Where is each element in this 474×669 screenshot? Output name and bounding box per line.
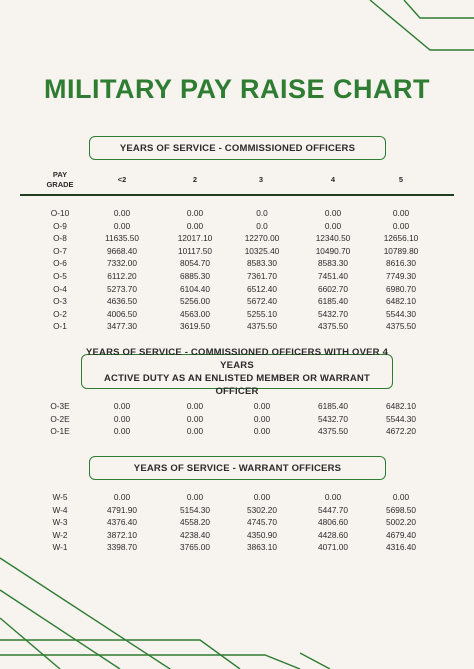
pay-value-cell: 5698.50	[386, 504, 416, 515]
pay-value-cell: 5302.20	[247, 504, 277, 515]
pay-value-cell: 6512.40	[247, 283, 277, 294]
pay-value-cell: 0.00	[324, 492, 342, 502]
pay-value-cell: 6482.10	[386, 401, 416, 411]
pay-grade-cell: O-7	[53, 245, 67, 256]
pay-value-cell: 5002.20	[386, 517, 416, 528]
pay-value-cell: 4791.90	[107, 504, 137, 515]
pay-value-cell: 3398.70	[107, 542, 137, 553]
pay-value-cell: 3863.10	[247, 542, 277, 553]
pay-value-cell: 0.00	[113, 492, 131, 502]
pay-value-cell: 5544.30	[386, 413, 416, 424]
pay-value-cell: 5273.70	[107, 283, 137, 294]
pay-grade-cell: W-4	[52, 504, 68, 515]
pay-value-cell: 4375.50	[247, 321, 277, 332]
pay-value-cell: 0.00	[392, 492, 410, 502]
pay-value-cell: 0.00	[186, 401, 204, 411]
pay-value-cell: 5255.10	[247, 308, 277, 319]
pay-value-cell: 4672.20	[386, 426, 416, 437]
pay-value-cell: 0.00	[253, 492, 271, 502]
pay-value-cell: 0.00	[392, 220, 410, 231]
pay-value-cell: 6104.40	[180, 283, 210, 294]
pay-value-cell: 0.00	[392, 208, 410, 218]
pay-value-cell: 3619.50	[180, 321, 210, 332]
pay-grade-cell: W-1	[52, 542, 68, 553]
pay-value-cell: 0.00	[253, 413, 271, 424]
pay-value-cell: 5544.30	[386, 308, 416, 319]
pay-value-cell: 4806.60	[318, 517, 348, 528]
pay-value-cell: 5432.70	[318, 413, 348, 424]
pay-value-cell: 12017.10	[177, 233, 213, 244]
section-header-commissioned-label: YEARS OF SERVICE - COMMISSIONED OFFICERS	[119, 142, 356, 154]
pay-value-cell: 4563.00	[180, 308, 210, 319]
pay-value-cell: 4679.40	[386, 529, 416, 540]
pay-value-cell: 12656.10	[383, 233, 419, 244]
pay-value-cell: 6185.40	[318, 401, 348, 411]
pay-value-cell: 11635.50	[105, 233, 139, 244]
pay-value-cell: 4350.90	[247, 529, 277, 540]
pay-value-cell: 5154.30	[180, 504, 210, 515]
pay-value-cell: 0.00	[186, 220, 204, 231]
pay-grade-cell: W-3	[52, 517, 68, 528]
pay-value-cell: 0.00	[186, 413, 204, 424]
pay-value-cell: 6980.70	[386, 283, 416, 294]
pay-value-cell: 0.00	[186, 426, 204, 437]
pay-value-cell: 0.00	[253, 401, 271, 411]
pay-value-cell: 4238.40	[180, 529, 210, 540]
pay-value-cell: 0.00	[113, 220, 131, 231]
pay-grade-header-line1: PAY	[52, 170, 68, 179]
header-divider	[20, 194, 454, 196]
pay-value-cell: 0.00	[186, 208, 204, 218]
pay-value-cell: 4636.50	[107, 296, 137, 307]
pay-value-cell: 0.0	[256, 208, 268, 218]
pay-value-cell: 7361.70	[247, 271, 277, 281]
pay-grade-cell: O-8	[53, 233, 67, 244]
pay-value-cell: 0.00	[324, 208, 342, 218]
year-header-4: 4	[330, 175, 336, 184]
pay-grade-cell: O-2E	[50, 413, 70, 424]
pay-value-cell: 5256.00	[180, 296, 210, 307]
pay-grade-cell: O-1E	[50, 426, 70, 437]
pay-value-cell: 5447.70	[318, 504, 348, 515]
pay-value-cell: 8583.30	[318, 258, 348, 269]
pay-value-cell: 12340.50	[315, 233, 351, 244]
pay-value-cell: 4071.00	[318, 542, 348, 553]
pay-value-cell: 10117.50	[178, 245, 212, 256]
pay-value-cell: 6112.20	[107, 271, 137, 281]
pay-value-cell: 10325.40	[244, 245, 280, 256]
pay-value-cell: 8616.30	[386, 258, 416, 269]
pay-value-cell: 4428.60	[318, 529, 348, 540]
section-header-warrant-label: YEARS OF SERVICE - WARRANT OFFICERS	[133, 462, 342, 474]
pay-value-cell: 8583.30	[247, 258, 277, 269]
pay-value-cell: 4316.40	[386, 542, 416, 553]
pay-value-cell: 10490.70	[315, 245, 351, 256]
pay-value-cell: 6602.70	[318, 283, 348, 294]
pay-value-cell: 0.00	[113, 426, 131, 437]
pay-value-cell: 0.00	[113, 401, 131, 411]
section-header-warrant	[89, 456, 386, 480]
pay-value-cell: 6482.10	[386, 296, 416, 307]
year-header-1: <2	[117, 175, 127, 184]
pay-value-cell: 5672.40	[247, 296, 277, 307]
pay-value-cell: 0.00	[113, 208, 131, 218]
pay-value-cell: 7749.30	[386, 271, 416, 281]
pay-value-cell: 6885.30	[180, 271, 210, 281]
pay-grade-cell: O-1	[53, 321, 67, 332]
pay-value-cell: 4376.40	[107, 517, 137, 528]
pay-grade-cell: O-5	[53, 271, 67, 281]
year-header-5: 5	[398, 175, 404, 184]
pay-value-cell: 10789.80	[383, 245, 419, 256]
pay-grade-header-line2: GRADE	[46, 180, 74, 189]
year-header-2: 2	[192, 175, 198, 184]
pay-value-cell: 3477.30	[107, 321, 137, 332]
pay-value-cell: 3872.10	[107, 529, 137, 540]
pay-grade-cell: O-9	[53, 220, 67, 231]
pay-value-cell: 4006.50	[107, 308, 137, 319]
pay-value-cell: 0.0	[256, 220, 268, 231]
section-header-commissioned-enlisted-line2: ACTIVE DUTY AS AN ENLISTED MEMBER OR WARRANT OFFICER	[103, 372, 370, 397]
year-header-3: 3	[258, 175, 264, 184]
pay-value-cell: 0.00	[253, 426, 271, 437]
pay-value-cell: 7451.40	[318, 271, 348, 281]
pay-value-cell: 4558.20	[180, 517, 210, 528]
pay-value-cell: 9668.40	[107, 245, 137, 256]
pay-value-cell: 7332.00	[107, 258, 137, 269]
pay-value-cell: 4375.50	[386, 321, 416, 332]
pay-value-cell: 5432.70	[318, 308, 348, 319]
pay-value-cell: 12270.00	[244, 233, 280, 244]
pay-value-cell: 4375.50	[318, 426, 348, 437]
section-header-commissioned-enlisted-line1: YEARS OF SERVICE - COMMISSIONED OFFICERS WITH OVER 4 YEARS	[85, 346, 389, 371]
pay-value-cell: 0.00	[186, 492, 204, 502]
pay-grade-header	[36, 170, 84, 190]
pay-value-cell: 4745.70	[247, 517, 277, 528]
page-title: MILITARY PAY RAISE CHART	[43, 74, 431, 104]
pay-value-cell: 8054.70	[180, 258, 210, 269]
section-header-commissioned-enlisted	[81, 346, 393, 397]
pay-grade-cell: W-5	[52, 492, 68, 502]
pay-value-cell: 3765.00	[180, 542, 210, 553]
pay-value-cell: 0.00	[324, 220, 342, 231]
pay-value-cell: 0.00	[113, 413, 131, 424]
pay-grade-cell: O-3	[53, 296, 67, 307]
pay-value-cell: 6185.40	[318, 296, 348, 307]
pay-value-cell: 4375.50	[318, 321, 348, 332]
pay-grade-cell: O-4	[53, 283, 67, 294]
pay-grade-cell: O-3E	[50, 401, 70, 411]
pay-grade-cell: O-10	[50, 208, 70, 218]
pay-grade-cell: O-6	[53, 258, 67, 269]
section-header-commissioned	[89, 136, 386, 160]
pay-grade-cell: W-2	[52, 529, 68, 540]
pay-grade-cell: O-2	[53, 308, 67, 319]
